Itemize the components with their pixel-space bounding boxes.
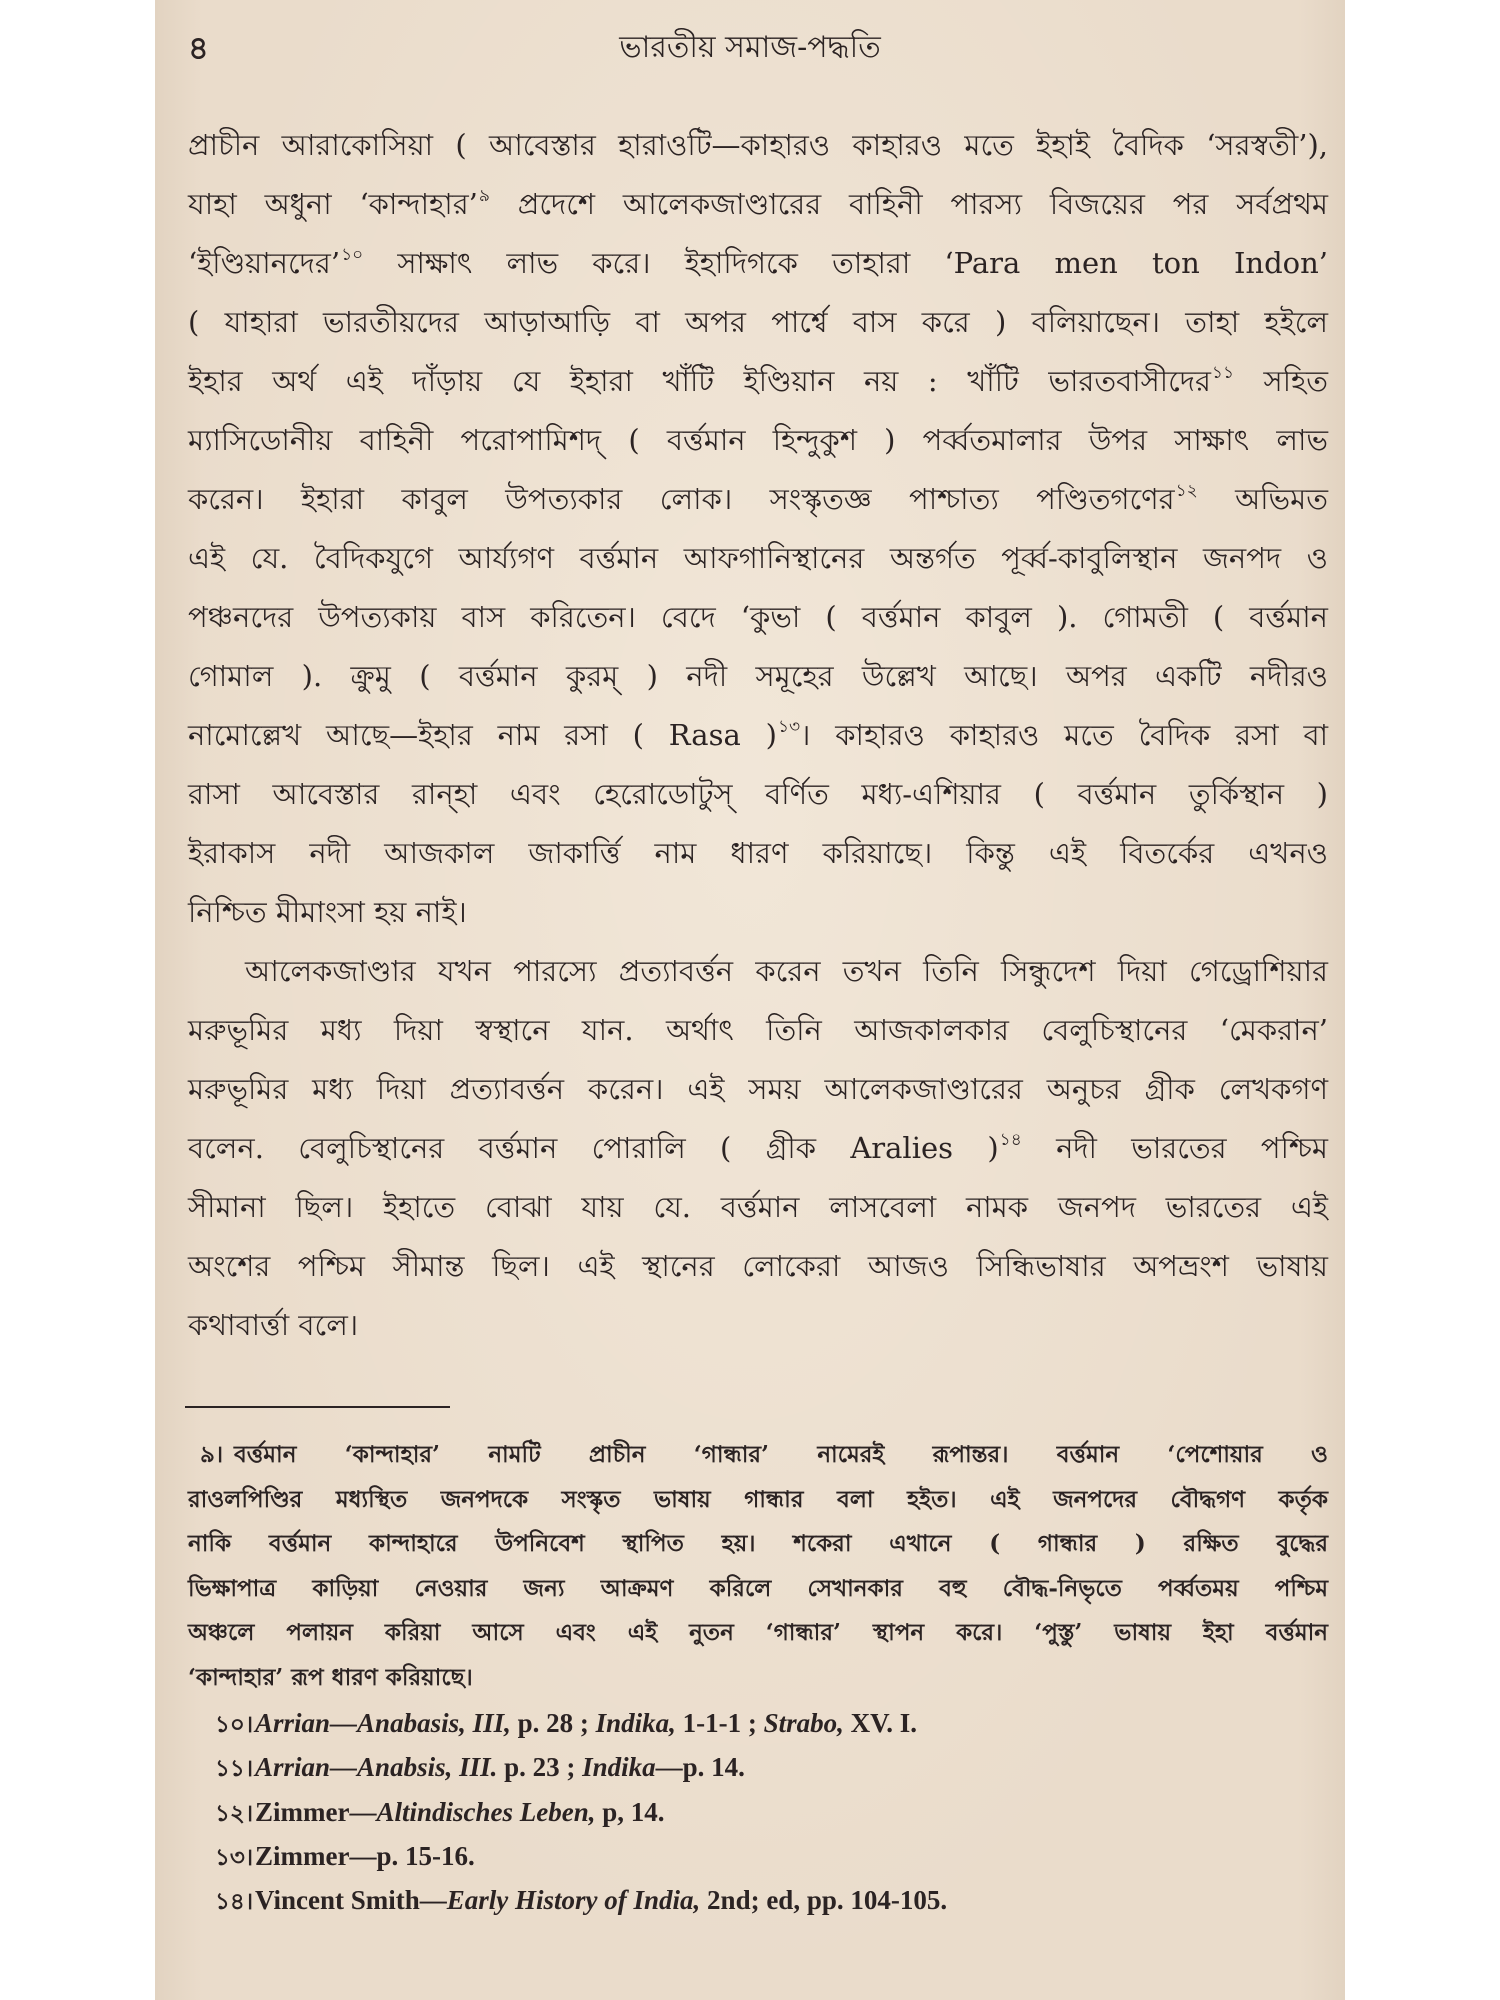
citation-text: Zimmer—p. 15-16. xyxy=(255,1840,475,1871)
line-text: ইহার অর্থ এই দাঁড়ায় যে ইহারা খাঁটি ইণ্ডিয়ান নয় : খাঁটি ভারতবাসীদের xyxy=(188,364,1211,398)
footnote-12 xyxy=(188,1790,1328,1834)
footnote-ref: ১১ xyxy=(1211,363,1234,383)
line-text: অভিমত xyxy=(1197,482,1328,516)
text-line xyxy=(188,175,1328,234)
text-line: অংশের পশ্চিম সীমান্ত ছিল। এই স্থানের লোকেরা আজও সিন্ধিভাষার অপভ্রংশ ভাষায় xyxy=(188,1249,1328,1283)
paragraph-2 xyxy=(188,942,1328,1355)
footnote-marker: ৯। xyxy=(200,1441,224,1468)
line-text: করেন। ইহারা কাবুল উপত্যকার লোক। সংস্কৃতজ্ঞ পাশ্চাত্য পণ্ডিতগণের xyxy=(188,482,1175,516)
footnote-line: নাকি বর্ত্তমান কান্দাহারে উপনিবেশ স্থাপিত হয়। শকেরা এখানে ( গান্ধার ) রক্ষিত বুদ্ধের xyxy=(188,1530,1328,1558)
line-text: নদী ভারতের পশ্চিম xyxy=(1021,1131,1328,1165)
text-line: মরুভূমির মধ্য দিয়া স্বস্থানে যান. অর্থাৎ তিনি আজকালকার বেলুচিস্থানের ‘মেকরান’ xyxy=(188,1013,1328,1047)
running-title: ভারতীয় সমাজ-পদ্ধতি xyxy=(619,30,881,65)
footnote-line: অঞ্চলে পলায়ন করিয়া আসে এবং এই নুতন ‘গান্ধার’ স্থাপন করে। ‘পুস্তু’ ভাষায় ইহা বর্ত্তমান xyxy=(188,1619,1328,1647)
footnote-ref: ১৩ xyxy=(777,717,801,737)
footnote-13 xyxy=(188,1834,1328,1878)
footnote-marker: ১৪। xyxy=(215,1888,254,1916)
running-header xyxy=(155,26,1345,70)
line-text: ‘ইণ্ডিয়ানদের’ xyxy=(188,246,341,280)
footnote-line: ‘কান্দাহার’ রূপ ধারণ করিয়াছে। xyxy=(188,1663,473,1691)
body-text xyxy=(188,116,1328,1355)
citation-title: Early History of India, xyxy=(446,1885,701,1916)
citation-text: —p. 14. xyxy=(655,1752,745,1783)
citation-author: Vincent Smith— xyxy=(255,1885,447,1916)
text-line: নিশ্চিত মীমাংসা হয় নাই। xyxy=(188,895,467,929)
line-text: । কাহারও কাহারও মতে বৈদিক রসা বা xyxy=(800,718,1329,752)
citation-text: 2nd; ed, pp. 104-105. xyxy=(700,1885,948,1916)
footnote-line xyxy=(188,1433,1328,1478)
footnote-divider xyxy=(185,1406,450,1408)
text-line xyxy=(188,234,1328,293)
citation-title: Arrian—Anabasis, III, xyxy=(255,1708,511,1738)
line-text: বলেন. বেলুচিস্থানের বর্ত্তমান পোরালি ( গ্রীক Aralies ) xyxy=(188,1131,999,1165)
citation-text: p. 28 ; xyxy=(510,1708,596,1738)
text-line: ( যাহারা ভারতীয়দের আড়াআড়ি বা অপর পার্শ্বে বাস করে ) বলিয়াছেন। তাহা হইলে xyxy=(188,305,1328,339)
text-line xyxy=(188,352,1328,411)
book-page xyxy=(155,0,1345,2000)
citation-title: Strabo, xyxy=(763,1708,844,1738)
citation-text: p. 23 ; xyxy=(497,1752,583,1783)
text-line: এই যে. বৈদিকযুগে আর্য্যগণ বর্ত্তমান আফগানিস্থানের অন্তর্গত পূর্ব্ব-কাবুলিস্থান জনপদ ও xyxy=(188,541,1328,575)
footnote-line: রাওলপিণ্ডির মধ্যস্থিত জনপদকে সংস্কৃত ভাষায় গান্ধার বলা হইত। এই জনপদের বৌদ্ধগণ কর্তৃক xyxy=(188,1485,1328,1513)
citation-title: Indika, xyxy=(595,1708,676,1738)
footnote-marker: ১৩। xyxy=(215,1843,254,1871)
text-line: প্রাচীন আরাকোসিয়া ( আবেস্তার হারাওটি—কাহারও কাহারও মতে ইহাই বৈদিক ‘সরস্বতী’), xyxy=(188,128,1328,162)
citation-title: Altindisches Leben, xyxy=(376,1796,596,1827)
footnote-11 xyxy=(188,1745,1328,1789)
page-number: ৪ xyxy=(188,29,209,67)
footnote-ref: ১৪ xyxy=(999,1130,1022,1150)
footnote-ref: ১২ xyxy=(1175,481,1198,501)
footnote-marker: ১২। xyxy=(215,1799,254,1827)
text-line: মরুভূমির মধ্য দিয়া প্রত্যাবর্ত্তন করেন। এই সময় আলেকজাণ্ডারের অনুচর গ্রীক লেখকগণ xyxy=(188,1072,1328,1106)
citation-text: p, 14. xyxy=(595,1796,665,1827)
footnote-list xyxy=(188,1701,1328,1922)
text-line: ম্যাসিডোনীয় বাহিনী পরোপামিশদ্ ( বর্ত্তমান হিন্দুকুশ ) পর্ব্বতমালার উপর সাক্ষাৎ লাভ xyxy=(188,423,1328,457)
footnote-marker: ১১। xyxy=(215,1755,254,1783)
text-line xyxy=(188,1119,1328,1178)
footnote-9 xyxy=(188,1433,1328,1701)
text-line: কথাবার্ত্তা বলে। xyxy=(188,1308,359,1342)
footnote-ref: ১০ xyxy=(341,245,364,265)
text-line: ইরাকাস নদী আজকাল জাকার্ত্তি নাম ধারণ করিয়াছে। কিন্তু এই বিতর্কের এখনও xyxy=(188,836,1328,870)
citation-title: Indika xyxy=(582,1752,656,1783)
footnote-14 xyxy=(188,1878,1328,1922)
footnote-marker: ১০। xyxy=(215,1711,254,1738)
citation-title: Arrian—Anabsis, III. xyxy=(255,1752,498,1783)
footnote-10 xyxy=(188,1701,1328,1745)
line-text: প্রদেশে আলেকজাণ্ডারের বাহিনী পারস্য বিজয়ের পর সর্বপ্রথম xyxy=(489,187,1328,221)
text-line xyxy=(188,470,1328,529)
text-line: রাসা আবেস্তার রান্‌হা এবং হেরোডোটুস্ বর্ণিত মধ্য-এশিয়ার ( বর্ত্তমান তুর্কিস্থান ) xyxy=(188,777,1328,811)
line-text: সহিত xyxy=(1233,364,1328,398)
line-text: যাহা অধুনা ‘কান্দাহার’ xyxy=(188,187,478,221)
text-line: পঞ্চনদের উপত্যকায় বাস করিতেন। বেদে ‘কুভা ( বর্ত্তমান কাবুল ). গোমতী ( বর্ত্তমান xyxy=(188,600,1328,634)
footnote-ref: ৯ xyxy=(478,186,490,206)
paragraph-1 xyxy=(188,116,1328,942)
text-line: আলেকজাণ্ডার যখন পারস্যে প্রত্যাবর্ত্তন করেন তখন তিনি সিন্ধুদেশ দিয়া গেড্রোশিয়ার xyxy=(245,954,1328,988)
line-text: নামোল্লেখ আছে—ইহার নাম রসা ( Rasa ) xyxy=(188,718,777,752)
footnote-line: ভিক্ষাপাত্র কাড়িয়া নেওয়ার জন্য আক্রমণ করিলে সেখানকার বহু বৌদ্ধ-নিভৃতে পর্ব্বতময় পশ্চিম xyxy=(188,1574,1328,1602)
text-line: গোমাল ). ক্রুমু ( বর্ত্তমান কুরম্ ) নদী সমূহের উল্লেখ আছে। অপর একটি নদীরও xyxy=(188,659,1328,693)
citation-author: Zimmer— xyxy=(255,1796,377,1827)
text-line: সীমানা ছিল। ইহাতে বোঝা যায় যে. বর্ত্তমান লাসবেলা নামক জনপদ ভারতের এই xyxy=(188,1190,1328,1224)
footnote-text: বর্ত্তমান ‘কান্দাহার’ নামটি প্রাচীন ‘গান্ধার’ নামেরই রূপান্তর। বর্ত্তমান ‘পেশোয়ার ও xyxy=(234,1441,1328,1468)
line-text: সাক্ষাৎ লাভ করে। ইহাদিগকে তাহারা ‘Para men ton Indon’ xyxy=(363,246,1328,280)
citation-text: XV. I. xyxy=(843,1708,917,1738)
citation-text: 1-1-1 ; xyxy=(675,1708,764,1738)
text-line xyxy=(188,706,1328,765)
